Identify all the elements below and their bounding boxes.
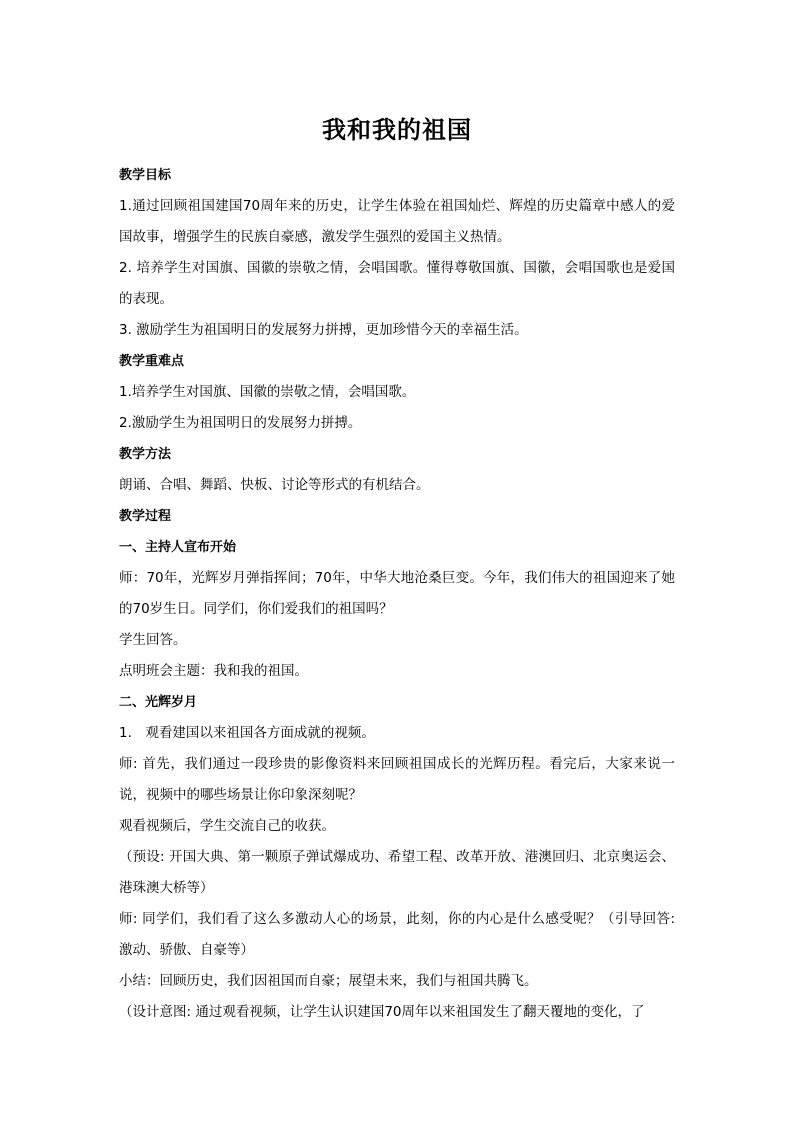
step-1-paragraph-1: 师：70年，光辉岁月弹指挥间；70年，中华大地沧桑巨变。今年，我们伟大的祖国迎来了她的70岁生日。同学们，你们爱我们的祖国吗？ — [119, 570, 675, 617]
step-2-heading: 二、光辉岁月 — [119, 695, 198, 710]
step-1-paragraph-3: 点明班会主题：我和我的祖国。 — [119, 663, 308, 679]
goals-heading: 教学目标 — [119, 168, 172, 183]
step-1-paragraph-2: 学生回答。 — [119, 632, 187, 648]
step-2-paragraph-6: 小结：回顾历史，我们因祖国而自豪；展望未来，我们与祖国共腾飞。 — [119, 973, 538, 989]
goal-3: 3. 激励学生为祖国明日的发展努力拼搏，更加珍惜今天的幸福生活。 — [119, 322, 528, 338]
step-2-paragraph-2: 师: 首先，我们通过一段珍贵的影像资料来回顾祖国成长的光辉历程。看完后，大家来说一说，视频中的哪些场景让你印象深刻呢？ — [119, 756, 675, 803]
key-point-2: 2.激励学生为祖国明日的发展努力拼搏。 — [119, 415, 362, 431]
document-content — [119, 110, 675, 1028]
process-heading: 教学过程 — [119, 509, 172, 524]
methods-text: 朗诵、合唱、舞蹈、快板、讨论等形式的有机结合。 — [119, 477, 430, 493]
step-1-heading: 一、主持人宣布开始 — [119, 540, 237, 555]
step-2-paragraph-7: （设计意图: 通过观看视频，让学生认识建国70周年以来祖国发生了翻天覆地的变化，了 — [119, 1004, 645, 1020]
goal-1: 1.通过回顾祖国建国70周年来的历史，让学生体验在祖国灿烂、辉煌的历史篇章中感人的爱国故事，增强学生的民族自豪感，激发学生强烈的爱国主义热情。 — [119, 198, 675, 245]
step-2-paragraph-5: 师: 同学们，我们看了这么多激动人心的场景，此刻，你的内心是什么感受呢？（引导回答: 激动、骄傲、自豪等） — [119, 911, 675, 958]
methods-heading: 教学方法 — [119, 447, 172, 462]
key-point-1: 1.培养学生对国旗、国徽的崇敬之情，会唱国歌。 — [119, 384, 416, 400]
goal-2: 2. 培养学生对国旗、国徽的崇敬之情，会唱国歌。懂得尊敬国旗、国徽，会唱国歌也是爱国的表现。 — [119, 260, 675, 307]
document-title: 我和我的祖国 — [322, 116, 472, 144]
key-points-heading: 教学重难点 — [119, 354, 185, 369]
step-2-paragraph-3: 观看视频后，学生交流自己的收获。 — [119, 818, 335, 834]
step-2-paragraph-1: 1. 观看建国以来祖国各方面成就的视频。 — [119, 725, 375, 741]
step-2-paragraph-4: （预设: 开国大典、第一颗原子弹试爆成功、希望工程、改革开放、港澳回归、北京奥运会、港珠澳大桥等） — [119, 849, 675, 896]
